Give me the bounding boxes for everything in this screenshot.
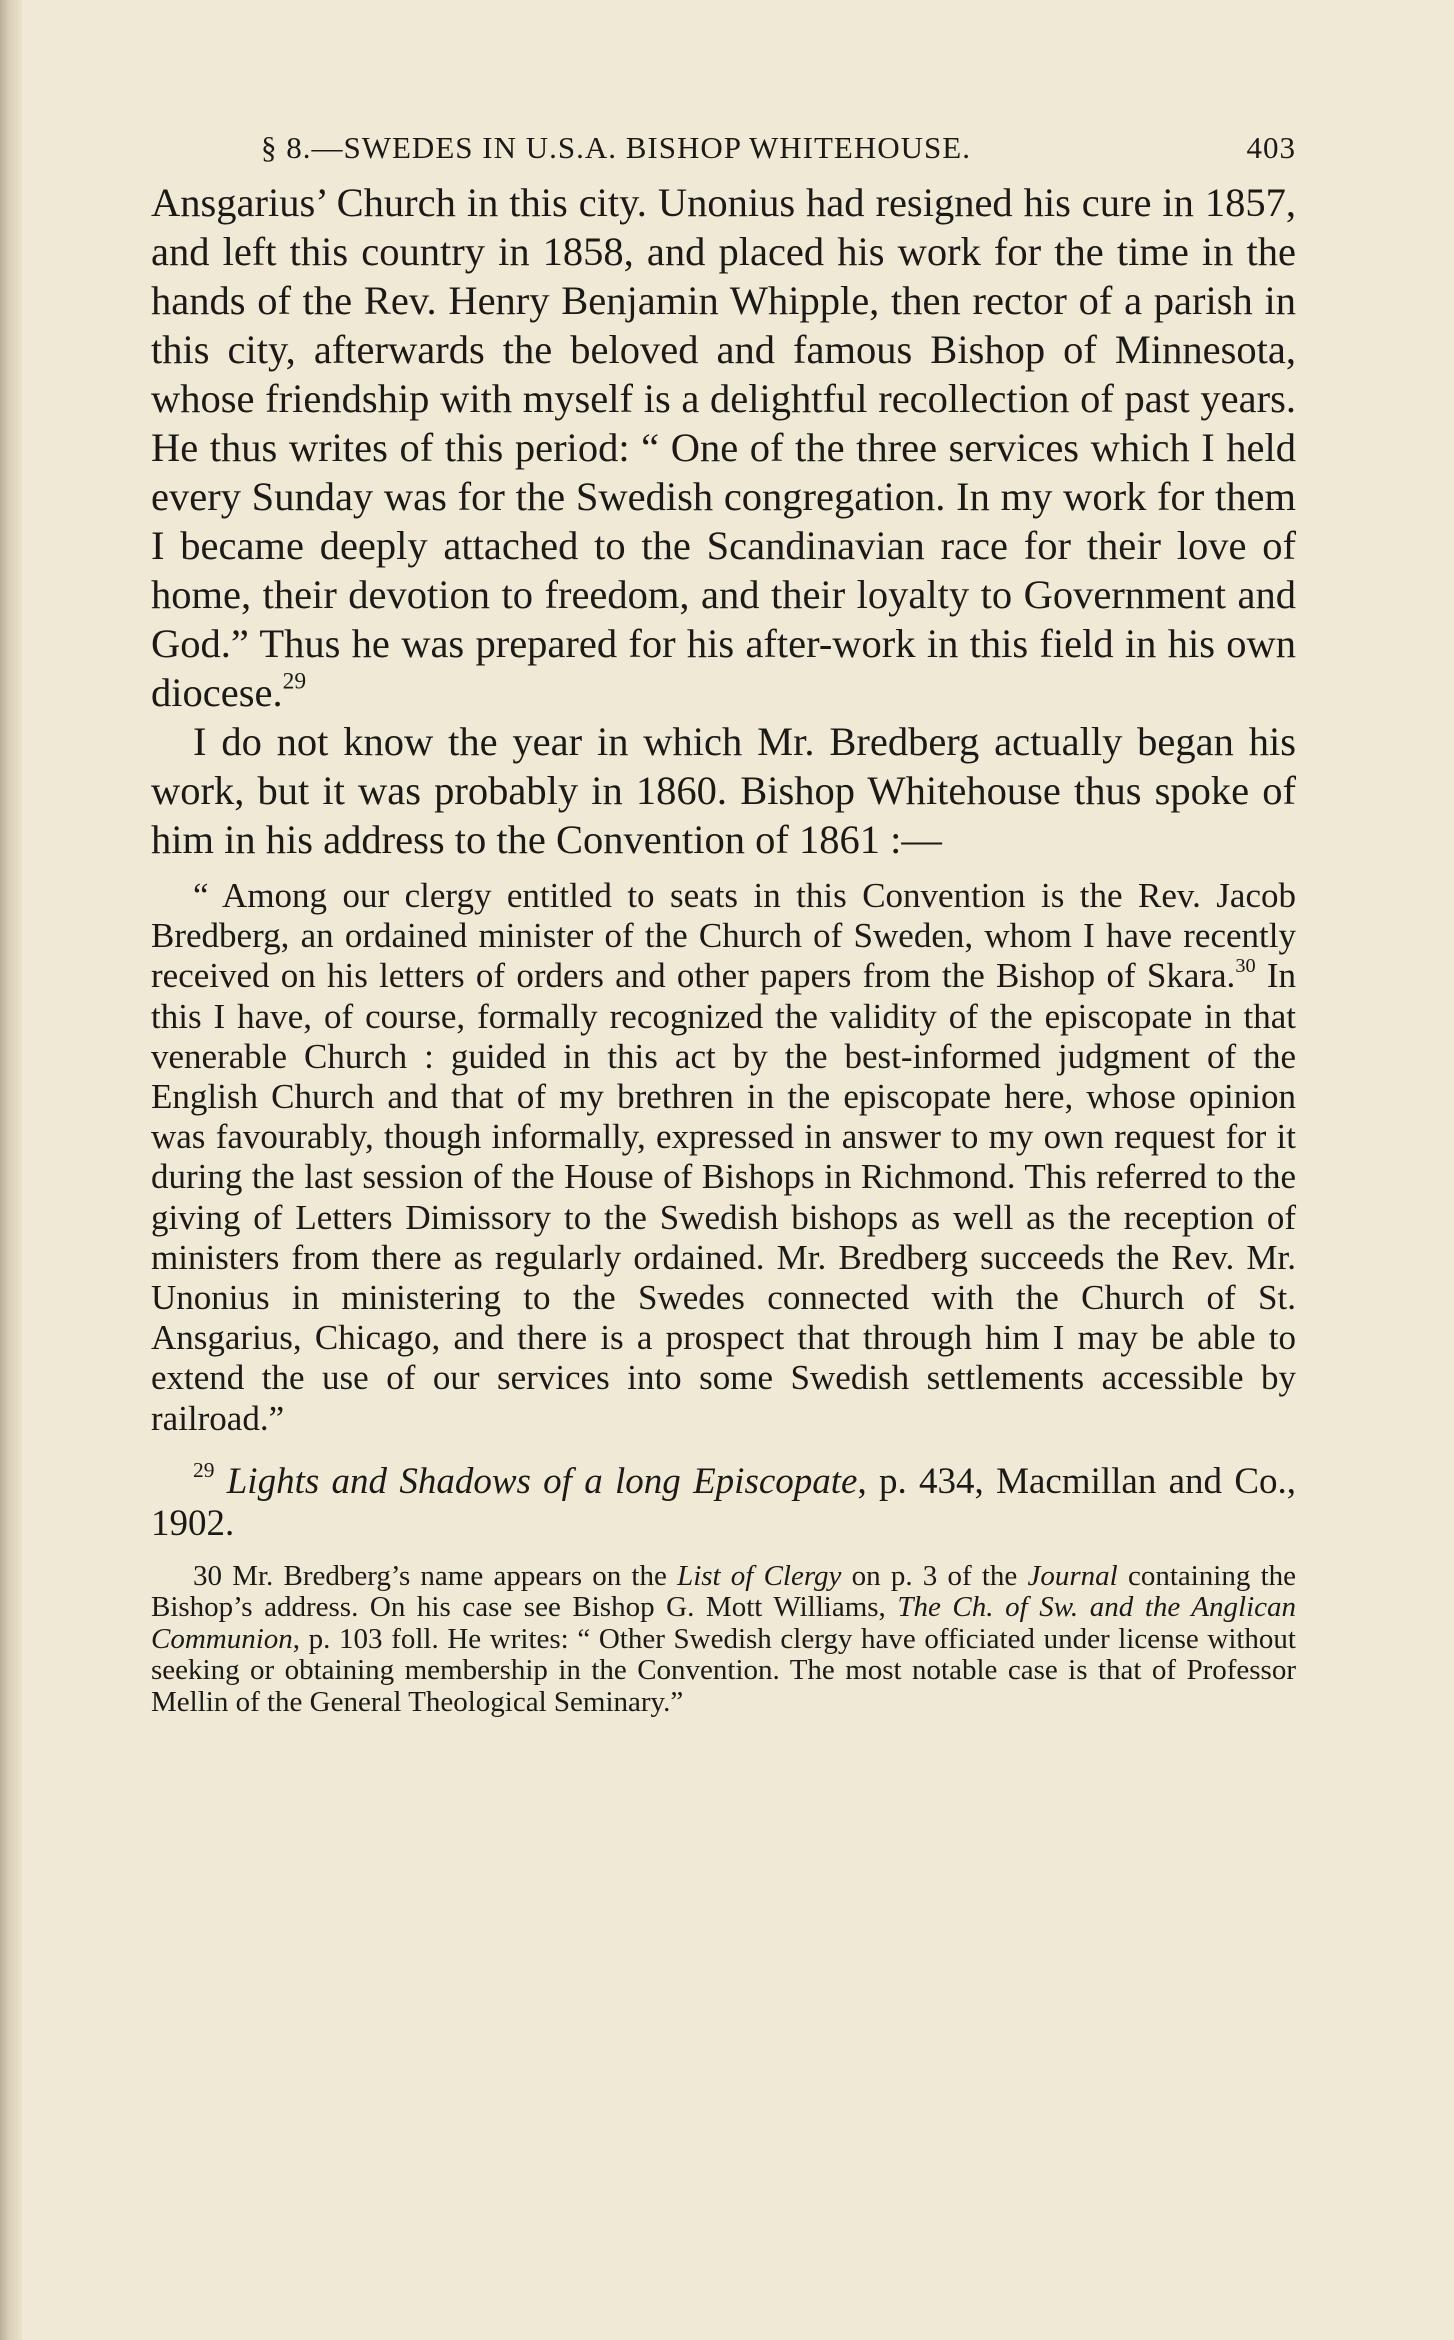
block-quote xyxy=(151,876,1296,1439)
paragraph-1 xyxy=(151,178,1296,717)
footnote-30-marker: 30 xyxy=(193,1559,222,1592)
quote-paragraph xyxy=(151,876,1296,1439)
footnote-ref-29[interactable]: 29 xyxy=(282,668,307,695)
footnote-29-citation: , p. 434, Macmillan and Co., 1902. xyxy=(151,1460,1297,1544)
footnote-30-italic-3: The Ch. of Sw. and the Anglican Communion xyxy=(151,1591,1296,1655)
page-number: 403 xyxy=(1246,130,1296,165)
paragraph-2: I do not know the year in which Mr. Bredberg actually began his work, but it was probably in 1860. Bishop Whitehouse thus spoke of him in his address to the Convention of 1861 :— xyxy=(151,719,1296,862)
footnote-30-italic-1: List of Clergy xyxy=(677,1559,842,1592)
footnote-30-text-4: , p. 103 foll. He writes: “ Other Swedish clergy have officiated under license without seeking or obtaining membership in the Convention. The most notable case is that of Professor Mellin of the General Theological Seminary.” xyxy=(151,1622,1296,1718)
quote-part-2: In this I have, of course, formally recognized the validity of the episcopate in that venerable Church : guided in this act by the best-informed judgment of the English Church and that of my brethren in the episcopate here, whose opinion was favourably, though informally, expressed in answer to my own request for it during the last session of the House of Bishops in Richmond. This referred to the giving of Letters Dimissory to the Swedish bishops as well as the reception of ministers from there as regularly ordained. Mr. Bredberg succeeds the Rev. Mr. Unonius in ministering to the Swedes connected with the Church of St. Ansgarius, Chicago, and there is a prospect that through him I may be able to extend the use of our services into some Swedish settlements accessible by railroad.” xyxy=(151,956,1297,1438)
footnote-29-marker: 29 xyxy=(193,1457,215,1482)
footnote-29 xyxy=(151,1457,1297,1545)
footnote-29-book-title: Lights and Shadows of a long Episcopate xyxy=(226,1460,858,1502)
footnote-30-italic-2: Journal xyxy=(1027,1559,1118,1592)
footnote-30-text-1: Mr. Bredberg’s name appears on the xyxy=(222,1559,678,1592)
book-page xyxy=(151,130,1296,1718)
paragraph-1-text: Ansgarius’ Church in this city. Unonius had resigned his cure in 1857, and left this country in 1858, and placed his work for the time in the hands of the Rev. Henry Benjamin Whipple, then rector of a parish in this city, afterwards the beloved and famous Bishop of Minnesota, whose friendship with myself is a delightful recollection of past years. He thus writes of this period: “ One of the three services which I held every Sunday was for the Swedish congregation. In my work for them I became deeply attached to the Scandinavian race for their love of home, their devotion to freedom, and their loyalty to Government and God.” Thus he was prepared for his after-work in this field in his own diocese. xyxy=(151,180,1296,715)
footnote-30-text-2: on p. 3 of the xyxy=(841,1559,1028,1592)
footnote-30-text-3: containing the Bishop’s address. On his case see Bishop G. Mott Williams, xyxy=(151,1559,1296,1624)
main-text xyxy=(151,178,1296,864)
running-title: § 8.—SWEDES IN U.S.A. BISHOP WHITEHOUSE. xyxy=(261,130,971,165)
running-header xyxy=(261,130,1296,166)
book-gutter xyxy=(0,0,22,2340)
footnote-30 xyxy=(151,1561,1296,1719)
footnote-ref-30[interactable]: 30 xyxy=(1235,955,1256,978)
quote-part-1: “ Among our clergy entitled to seats in this Convention is the Rev. Jacob Bredberg, an ordained minister of the Church of Sweden, whom I have recently received on his letters of orders and other papers from the Bishop of Skara. xyxy=(151,876,1296,996)
